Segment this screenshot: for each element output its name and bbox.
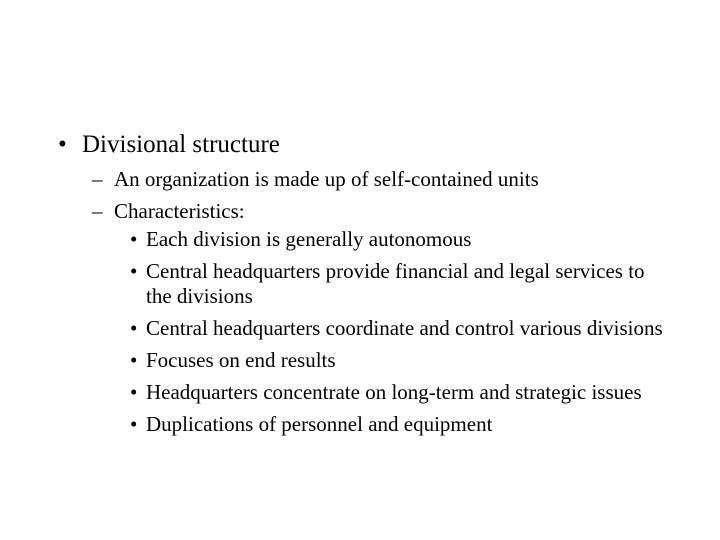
characteristic-item [130, 259, 670, 309]
characteristic-text: Central headquarters coordinate and control various divisions [146, 316, 663, 340]
characteristic-item [130, 316, 670, 341]
characteristic-item [130, 348, 670, 373]
characteristic-text: Focuses on end results [146, 348, 336, 372]
dash-icon: – [92, 167, 103, 191]
characteristics-list [130, 227, 670, 437]
bullet-icon: • [130, 227, 138, 251]
characteristic-item [130, 412, 670, 437]
sub-bullet-text: Characteristics: [114, 199, 245, 223]
sub-bullet-text: An organization is made up of self-contained units [114, 167, 539, 191]
characteristic-item [130, 227, 670, 252]
sub-bullet-list [92, 163, 692, 444]
bullet-icon: • [58, 131, 67, 158]
bullet-icon: • [130, 316, 138, 340]
bullet-icon: • [130, 380, 138, 404]
characteristic-text: Each division is generally autonomous [146, 227, 472, 251]
characteristic-text: Duplications of personnel and equipment [146, 412, 493, 436]
bullet-icon: • [130, 412, 138, 436]
characteristic-text: Headquarters concentrate on long-term and strategic issues [146, 380, 642, 404]
main-bullet [58, 128, 698, 162]
main-bullet-text: Divisional structure [82, 131, 280, 158]
sub-bullet-item [92, 163, 692, 195]
bullet-icon: • [130, 348, 138, 372]
bullet-icon: • [130, 259, 138, 283]
sub-bullet-item [92, 195, 692, 227]
characteristic-text: Central headquarters provide financial and legal services to the divisions [146, 259, 645, 308]
characteristic-item [130, 380, 670, 405]
dash-icon: – [92, 199, 103, 223]
